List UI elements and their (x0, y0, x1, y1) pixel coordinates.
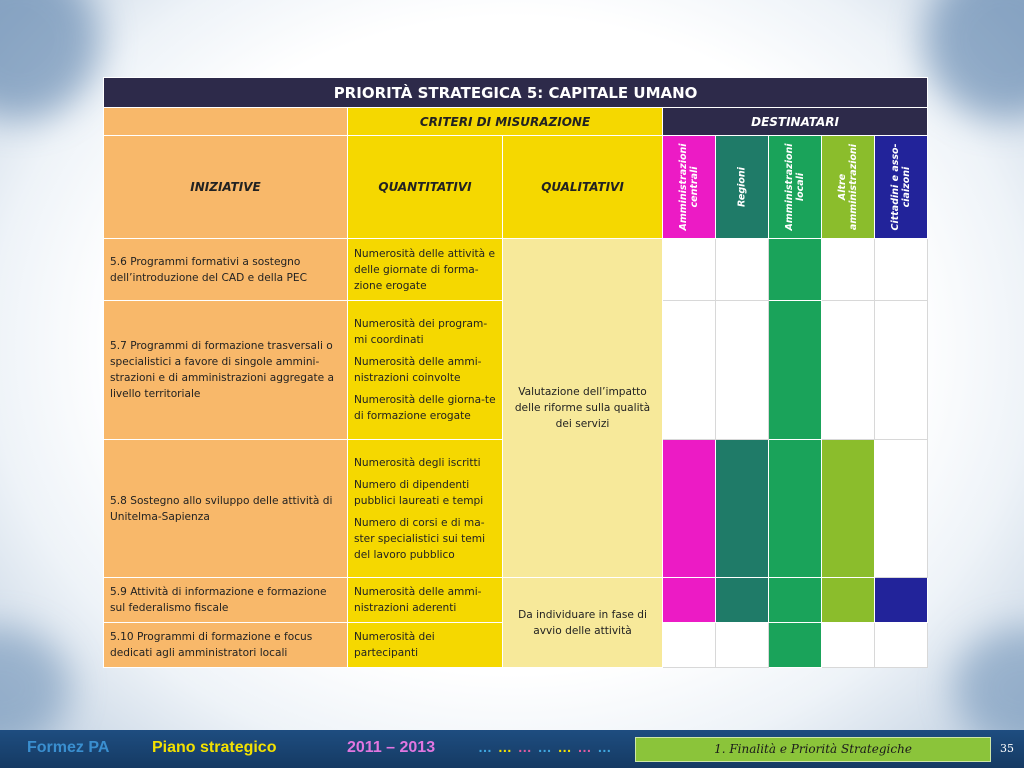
destinatario-cell-amministrazioni-locali (769, 578, 822, 623)
quantitativi-cell: Numerosità degli iscritti Numero di dipendenti pubblici laureati e tempi Numero di corsi e di ma-ster specialistici sui temi del lavoro pubblico (348, 440, 503, 578)
column-header-qualitativi: QUALITATIVI (503, 136, 663, 239)
table-row (104, 578, 928, 623)
table-row (104, 239, 928, 301)
destinatario-cell-amministrazioni-locali (769, 440, 822, 578)
destinatario-cell-empty (822, 623, 875, 668)
footer-brand: Formez PA (27, 739, 110, 756)
criteri-header: CRITERI DI MISURAZIONE (348, 108, 663, 136)
iniziativa-cell: 5.7 Programmi di formazione trasversali o specialistici a favore di singole ammini-strazioni e di amministrazioni aggregate a livello territoriale (104, 301, 348, 440)
destinatario-cell-empty (875, 301, 928, 440)
iniziativa-cell: 5.8 Sostegno allo sviluppo delle attività di Unitelma-Sapienza (104, 440, 348, 578)
destinatario-cell-regioni (716, 578, 769, 623)
destinatari-header: DESTINATARI (663, 108, 928, 136)
destinatario-cell-cittadini (875, 578, 928, 623)
destinatario-cell-amministrazioni-locali (769, 239, 822, 301)
destinatario-header-regioni: Regioni (716, 136, 769, 239)
destinatario-cell-empty (875, 440, 928, 578)
destinatario-cell-empty (875, 623, 928, 668)
destinatario-cell-altre-amministrazioni (822, 440, 875, 578)
footer-dots: … … … … … … … (478, 739, 613, 755)
iniziativa-cell: 5.6 Programmi formativi a sostegno dell’introduzione del CAD e della PEC (104, 239, 348, 301)
corner-glow-top-left (0, 0, 100, 120)
destinatario-cell-empty (875, 239, 928, 301)
qualitativi-cell: Da individuare in fase di avvio delle attività (503, 578, 663, 668)
destinatario-cell-amministrazioni-centrali (663, 440, 716, 578)
quantitativi-cell: Numerosità delle attività e delle giornate di forma-zione erogate (348, 239, 503, 301)
iniziativa-cell: 5.9 Attività di informazione e formazione sul federalismo fiscale (104, 578, 348, 623)
footer-page-number: 35 (1000, 742, 1014, 755)
destinatario-cell-amministrazioni-locali (769, 301, 822, 440)
destinatario-cell-altre-amministrazioni (822, 578, 875, 623)
destinatario-cell-empty (663, 623, 716, 668)
column-header-iniziative: INIZIATIVE (104, 136, 348, 239)
destinatario-cell-empty (663, 301, 716, 440)
destinatario-header-cittadini: Cittadini e asso-ciaizoni (875, 136, 928, 239)
destinatario-cell-amministrazioni-locali (769, 623, 822, 668)
quantitativi-cell: Numerosità delle ammi-nistrazioni aderenti (348, 578, 503, 623)
qualitativi-cell: Valutazione dell’impatto delle riforme sulla qualità dei servizi (503, 239, 663, 578)
destinatario-cell-empty (822, 239, 875, 301)
destinatario-cell-empty (663, 239, 716, 301)
destinatario-header-altre-amministrazioni: Altre amministrazioni (822, 136, 875, 239)
quantitativi-cell: Numerosità dei partecipanti (348, 623, 503, 668)
destinatario-cell-empty (822, 301, 875, 440)
table-title: PRIORITÀ STRATEGICA 5: CAPITALE UMANO (104, 78, 928, 108)
quantitativi-cell: Numerosità dei program-mi coordinati Numerosità delle ammi-nistrazioni coinvolte Numerosità delle giorna-te di formazione erogate (348, 301, 503, 440)
footer-years: 2011 – 2013 (347, 739, 436, 756)
footer-plan-title: Piano strategico (152, 739, 277, 756)
priority-table (103, 77, 928, 668)
destinatario-cell-empty (716, 239, 769, 301)
corner-glow-top-right (924, 0, 1024, 120)
destinatario-header-amministrazioni-locali: Amministrazioni locali (769, 136, 822, 239)
destinatario-cell-regioni (716, 440, 769, 578)
footer-section-label: 1. Finalità e Priorità Strategiche (635, 737, 991, 762)
header-blank-cell (104, 108, 348, 136)
footer-bar (0, 730, 1024, 768)
destinatario-header-amministrazioni-centrali: Amministrazioni centrali (663, 136, 716, 239)
destinatario-cell-empty (716, 623, 769, 668)
column-header-quantitativi: QUANTITATIVI (348, 136, 503, 239)
iniziativa-cell: 5.10 Programmi di formazione e focus dedicati agli amministratori locali (104, 623, 348, 668)
destinatario-cell-amministrazioni-centrali (663, 578, 716, 623)
destinatario-cell-empty (716, 301, 769, 440)
